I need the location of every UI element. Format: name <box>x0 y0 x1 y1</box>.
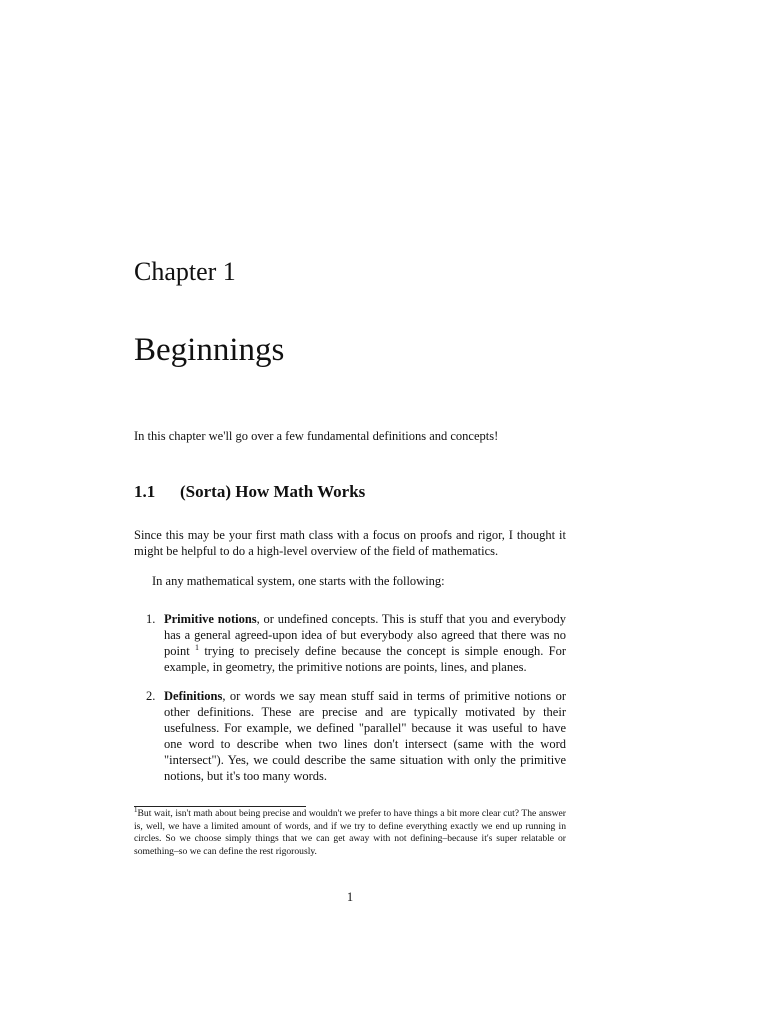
list-item <box>134 611 566 675</box>
list-item-text: , or words we say mean stuff said in terms of primitive notions or other definitions. These are precise and are typically motivated by their usefulness. For example, we defined "parallel" because it was useful to have one word to describe when two lines don't intersect (same with the word "intersect"). Yes, we could describe the same situation with only the primitive notions, but it's too many words. <box>164 689 566 783</box>
list-item-term: Definitions <box>164 689 223 703</box>
chapter-intro: In this chapter we'll go over a few fundamental definitions and concepts! <box>134 429 499 443</box>
section-number: 1.1 <box>134 482 156 501</box>
paragraph-lead: In any mathematical system, one starts with the following: <box>152 574 445 588</box>
paragraph-intro: Since this may be your first math class with a focus on proofs and rigor, I thought it might be helpful to do a high-level overview of the field of mathematics. <box>134 528 566 558</box>
footnote <box>134 805 566 858</box>
list-item-text-continued: trying to precisely define because the concept is simple enough. For example, in geometry, the primitive notions are points, lines, and planes. <box>164 644 566 674</box>
footnote-marker: 1 <box>134 805 138 814</box>
footnote-reference: 1 <box>195 642 200 652</box>
list-item-number: 1. <box>146 612 156 626</box>
numbered-list <box>134 611 566 797</box>
list-item-text: , or undefined concepts. This is stuff that you and everybody has a general agreed-upon idea of but everybody also agreed that there was no point <box>164 612 566 658</box>
chapter-title: Beginnings <box>134 332 285 368</box>
list-item-number: 2. <box>146 689 156 703</box>
footnote-text: But wait, isn't math about being precise and wouldn't we prefer to have things a bit more clear cut? The answer is, well, we have a limited amount of words, and if we try to define everything exactly we end up running in circles. So we choose simply things that we can get away with not defining–because it's super relatable or something–so we can define the rest rigorously. <box>134 808 566 857</box>
section-heading <box>134 481 365 503</box>
section-title: (Sorta) How Math Works <box>180 482 366 501</box>
list-item-term: Primitive notions <box>164 612 257 626</box>
footnote-divider <box>134 806 306 807</box>
list-item <box>134 688 566 784</box>
page-number: 1 <box>346 890 354 904</box>
chapter-label: Chapter 1 <box>134 257 236 286</box>
